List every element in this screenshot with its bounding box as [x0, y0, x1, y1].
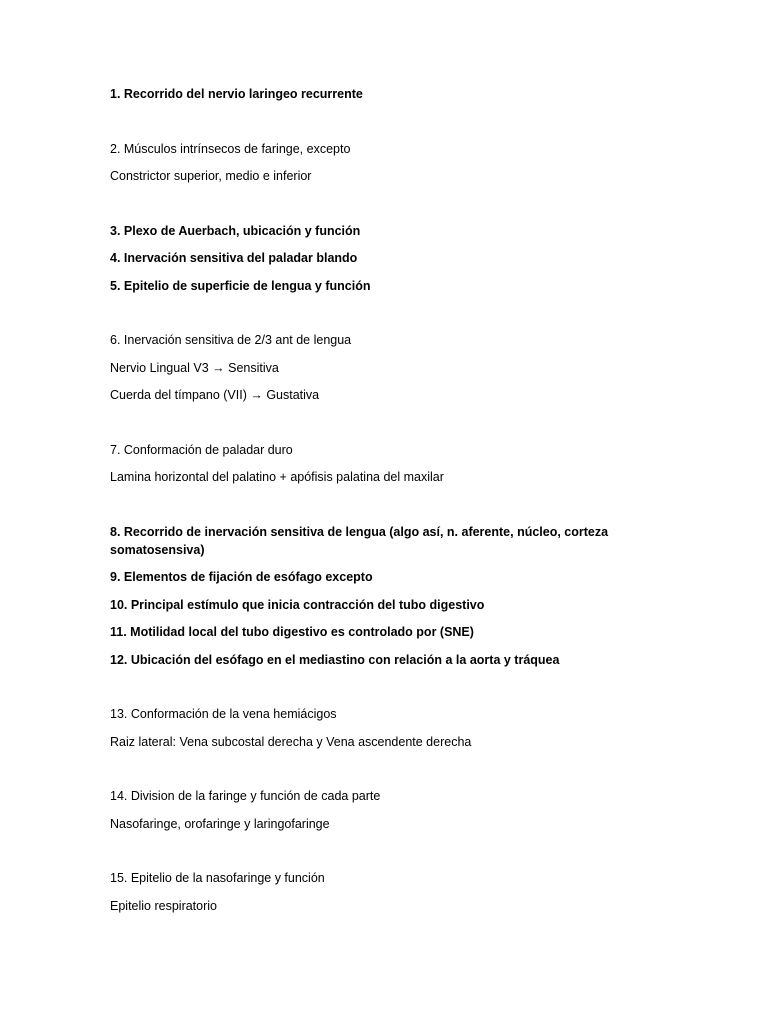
- question-4: 4. Inervación sensitiva del paladar blando: [110, 251, 358, 265]
- answer-14: Nasofaringe, orofaringe y laringofaringe: [110, 816, 330, 831]
- question-7: 7. Conformación de paladar duro: [110, 442, 293, 457]
- answer-6-line-2: Cuerda del tímpano (VII) → Gustativa: [110, 388, 320, 402]
- question-6: 6. Inervación sensitiva de 2/3 ant de lengua: [110, 333, 352, 347]
- question-2: 2. Músculos intrínsecos de faringe, excepto: [110, 141, 351, 156]
- question-9: 9. Elementos de fijación de esófago excepto: [110, 570, 373, 584]
- question-10: 10. Principal estímulo que inicia contracción del tubo digestivo: [110, 597, 485, 612]
- question-1: 1. Recorrido del nervio laringeo recurrente: [110, 87, 363, 101]
- question-12: 12. Ubicación del esófago en el mediastino con relación a la aorta y tráquea: [110, 652, 560, 667]
- question-15: 15. Epitelio de la nasofaringe y función: [110, 871, 325, 885]
- answer-2: Constrictor superior, medio e inferior: [110, 169, 312, 183]
- question-14: 14. Division de la faringe y función de cada parte: [110, 789, 381, 803]
- answer-13: Raiz lateral: Vena subcostal derecha y Vena ascendente derecha: [110, 734, 472, 749]
- answer-6-line-1: Nervio Lingual V3 → Sensitiva: [110, 360, 279, 375]
- question-13: 13. Conformación de la vena hemiácigos: [110, 707, 337, 721]
- answer-15: Epitelio respiratorio: [110, 898, 217, 913]
- question-8: 8. Recorrido de inervación sensitiva de lengua (algo así, n. aferente, núcleo, corteza somatosensiva): [110, 524, 609, 557]
- document-page: [110, 85, 690, 915]
- question-11: 11. Motilidad local del tubo digestivo es controlado por (SNE): [110, 625, 474, 639]
- answer-7: Lamina horizontal del palatino + apófisis palatina del maxilar: [110, 470, 444, 484]
- question-5: 5. Epitelio de superficie de lengua y función: [110, 278, 371, 293]
- question-3: 3. Plexo de Auerbach, ubicación y función: [110, 223, 361, 238]
